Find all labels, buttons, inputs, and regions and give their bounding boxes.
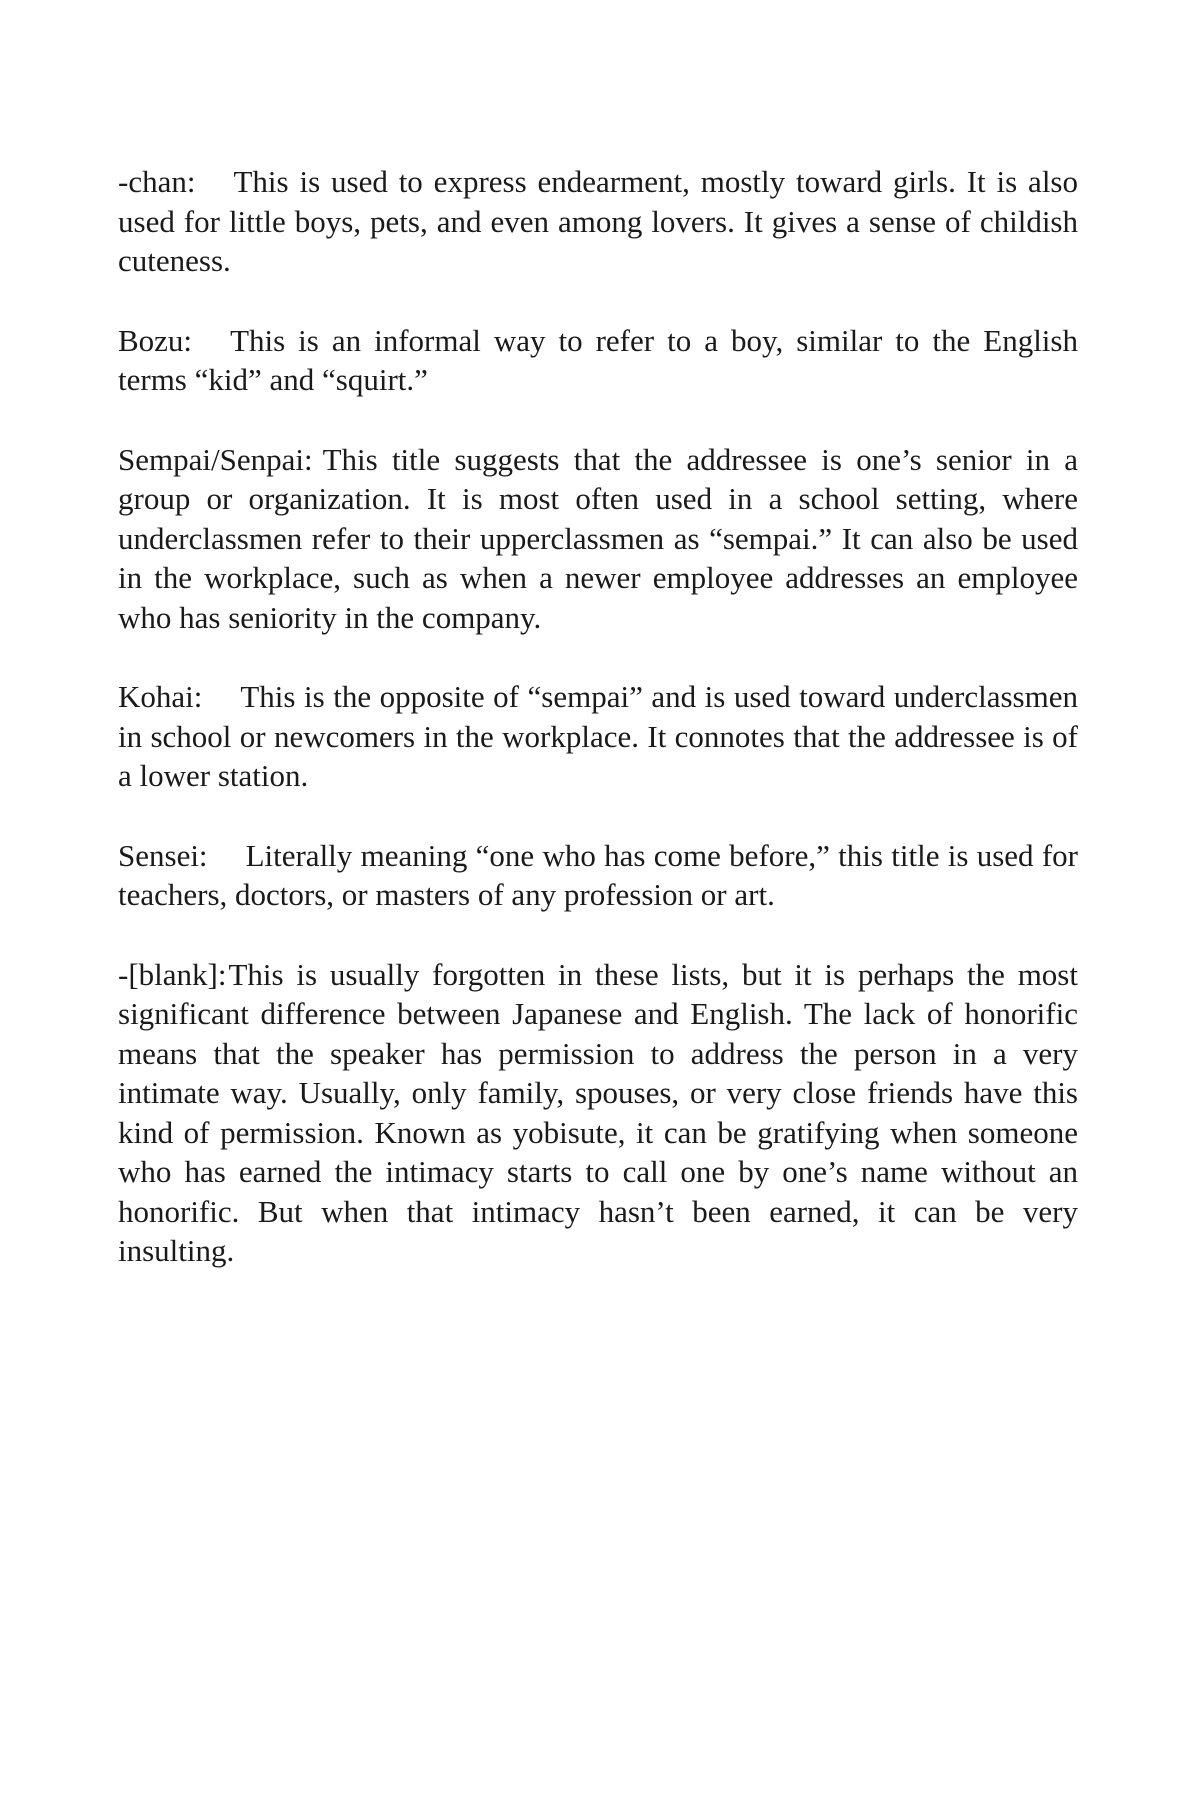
glossary-entry-bozu: [118, 321, 1078, 400]
glossary-definition: This is the opposite of “sempai” and is used toward underclassmen in school or newcomers in the workplace. It connotes that the addressee is of a lower station.: [118, 679, 1078, 793]
glossary-term: Sempai/Senpai:: [118, 441, 313, 477]
glossary-term: Sensei:: [118, 837, 208, 873]
glossary-term: Bozu:: [118, 322, 193, 358]
glossary-term: Kohai:: [118, 679, 203, 714]
glossary-entry-sensei: [118, 836, 1078, 915]
glossary-definition: This is usually forgotten in these lists, but it is perhaps the most significant difference between Japanese and English. The lack of honorific means that the speaker has permission to address the person in a very intimate way. Usually, only family, spouses, or very close friends have this kind of permission. Known as yobisute, it can be gratifying when someone who has earned the intimacy starts to call one by one’s name without an honorific. But when that intimacy hasn’t been earned, it can be very insulting.: [118, 956, 1078, 1268]
honorifics-glossary: [118, 162, 1078, 1311]
glossary-definition: This title suggests that the addressee is one’s senior in a group or organization. It is most often used in a school setting, where underclassmen refer to their upperclassmen as “sempai.” It can also be used in the workplace, such as when a newer employee addresses an employee who has seniority in the company.: [118, 441, 1078, 635]
glossary-definition: This is used to express endearment, mostly toward girls. It is also used for little boys, pets, and even among lovers. It gives a sense of childish cuteness.: [118, 164, 1078, 278]
glossary-term: -chan:: [118, 164, 196, 199]
glossary-entry-chan: [118, 162, 1078, 281]
glossary-entry-sempai: [118, 440, 1078, 638]
glossary-definition: Literally meaning “one who has come before,” this title is used for teachers, doctors, or masters of any profession or art.: [118, 837, 1078, 912]
glossary-entry-kohai: [118, 677, 1078, 796]
glossary-definition: This is an informal way to refer to a boy, similar to the English terms “kid” and “squirt.”: [118, 322, 1078, 397]
glossary-entry-blank: [118, 955, 1078, 1271]
glossary-term: -[blank]:: [118, 956, 227, 992]
